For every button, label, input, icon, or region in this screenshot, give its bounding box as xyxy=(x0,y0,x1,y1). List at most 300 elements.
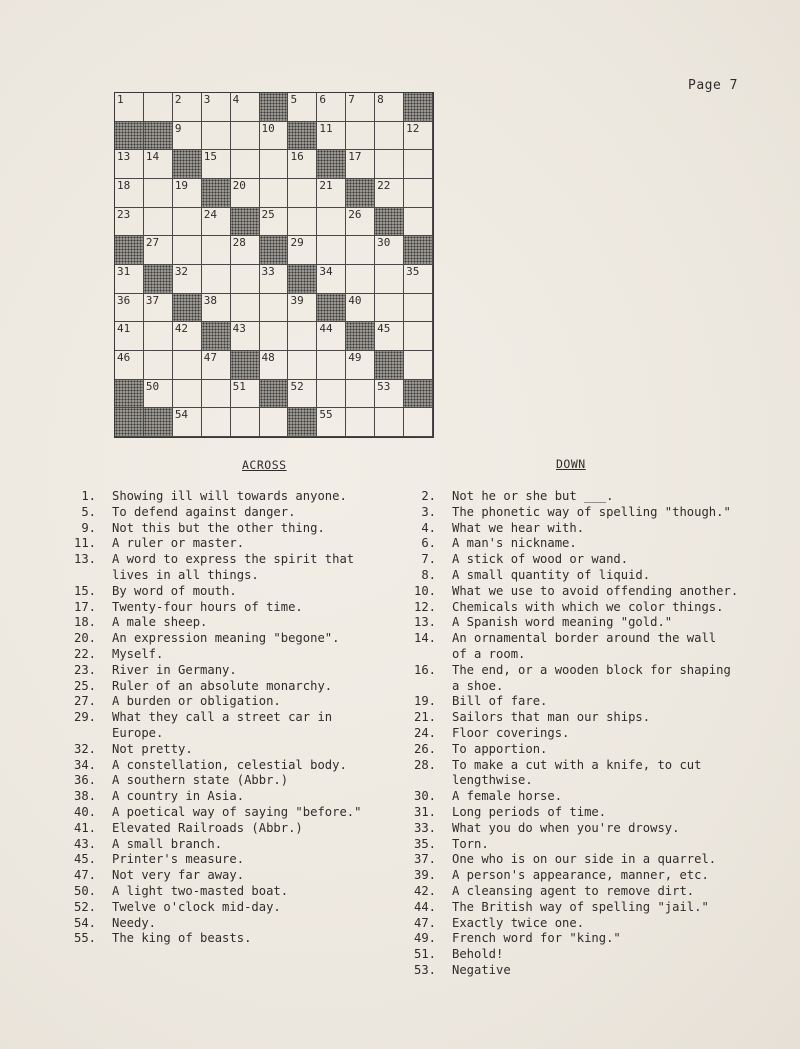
grid-block-cell xyxy=(375,208,404,237)
grid-block-cell xyxy=(231,351,260,380)
clue-number: 37. xyxy=(413,852,436,867)
clue-number: 9. xyxy=(81,520,96,535)
grid-cell xyxy=(404,179,433,208)
grid-cell xyxy=(231,322,260,351)
grid-cell xyxy=(260,408,289,437)
grid-cell xyxy=(144,150,173,179)
cell-number: 48 xyxy=(261,350,275,364)
clue-text: Bill of fare. xyxy=(452,694,548,709)
clue-text: Sailors that man our ships. xyxy=(452,710,651,725)
clue-number: 7. xyxy=(421,552,436,567)
clue-number: 23. xyxy=(73,662,96,677)
down-clue xyxy=(402,584,800,600)
cell-number: 42 xyxy=(174,322,189,336)
grid-cell xyxy=(288,93,317,122)
grid-cell xyxy=(375,322,404,351)
clue-number: 43. xyxy=(73,836,96,851)
down-heading: DOWN xyxy=(556,457,586,471)
grid-cell xyxy=(317,179,346,208)
grid-block-cell xyxy=(115,236,144,265)
clue-number: 30. xyxy=(413,789,436,804)
grid-cell xyxy=(173,322,202,351)
grid-block-cell xyxy=(115,380,144,409)
down-clue xyxy=(402,615,800,631)
cell-number: 7 xyxy=(348,93,355,106)
clue-text: lengthwise. xyxy=(452,773,533,788)
clue-text: A poetical way of saying "before." xyxy=(112,804,362,819)
clue-text: Not very far away. xyxy=(112,868,245,883)
down-clue xyxy=(402,631,800,647)
across-clue xyxy=(62,789,402,805)
cell-number: 39 xyxy=(290,293,304,307)
grid-cell xyxy=(144,380,173,409)
clue-text: Exactly twice one. xyxy=(452,915,585,930)
across-clue xyxy=(62,600,402,616)
clue-number: 55. xyxy=(73,931,96,946)
cell-number: 52 xyxy=(290,379,304,393)
down-clue xyxy=(402,694,800,710)
grid-cell xyxy=(173,208,202,237)
grid-cell xyxy=(317,322,346,351)
clue-number: 35. xyxy=(413,836,436,851)
across-clue xyxy=(62,552,402,568)
clue-number: 13. xyxy=(73,552,96,567)
clue-text: The end, or a wooden block for shaping xyxy=(452,662,731,677)
clue-number: 28. xyxy=(413,757,436,772)
grid-cell xyxy=(346,408,375,437)
grid-cell xyxy=(375,93,404,122)
grid-cell xyxy=(260,322,289,351)
clue-text: Not he or she but ___. xyxy=(452,489,614,503)
grid-cell xyxy=(144,351,173,380)
clue-text: What we use to avoid offending another. xyxy=(452,583,739,598)
down-clue xyxy=(402,663,800,679)
clue-number: 11. xyxy=(73,536,96,551)
cell-number: 8 xyxy=(377,93,384,106)
cell-number: 41 xyxy=(117,322,131,336)
across-clue xyxy=(62,663,402,679)
grid-cell xyxy=(144,208,173,237)
across-clue xyxy=(62,931,402,947)
grid-cell xyxy=(115,179,144,208)
clue-number: 3. xyxy=(421,504,436,519)
clue-text: To make a cut with a knife, to cut xyxy=(452,757,702,772)
page-number: Page 7 xyxy=(688,78,738,93)
clue-number: 54. xyxy=(73,915,96,930)
cell-number: 38 xyxy=(203,293,217,307)
clue-text: By word of mouth. xyxy=(112,583,237,598)
down-clue xyxy=(402,852,800,868)
clue-number: 29. xyxy=(73,710,96,725)
clue-number: 25. xyxy=(73,678,96,693)
down-clue xyxy=(402,536,800,552)
grid-cell xyxy=(260,208,289,237)
grid-block-cell xyxy=(231,208,260,237)
cell-number: 9 xyxy=(174,121,182,135)
cell-number: 3 xyxy=(203,93,211,106)
clue-number: 6. xyxy=(421,536,436,551)
grid-cell xyxy=(404,408,433,437)
clue-text: The king of beasts. xyxy=(112,931,252,946)
clue-text: A word to express the spirit that xyxy=(112,552,355,567)
clue-text: What you do when you're drowsy. xyxy=(452,820,680,835)
grid-cell xyxy=(173,265,202,294)
across-clue xyxy=(62,710,402,726)
clue-text: A person's appearance, manner, etc. xyxy=(452,868,709,883)
across-clue xyxy=(62,631,402,647)
clue-text: Long periods of time. xyxy=(452,804,607,819)
grid-cell xyxy=(173,408,202,437)
grid-cell xyxy=(231,179,260,208)
down-clue xyxy=(402,916,800,932)
clue-number: 36. xyxy=(73,773,96,788)
across-clue xyxy=(62,916,402,932)
grid-cell xyxy=(375,294,404,323)
grid-cell xyxy=(202,208,231,237)
clue-text: A country in Asia. xyxy=(112,789,245,804)
clue-number: 20. xyxy=(73,631,96,646)
cell-number: 44 xyxy=(319,322,333,336)
grid-cell xyxy=(346,236,375,265)
grid-block-cell xyxy=(404,236,433,265)
cell-number: 21 xyxy=(319,178,333,192)
cell-number: 5 xyxy=(290,93,298,106)
cell-number: 16 xyxy=(290,150,304,164)
cell-number: 47 xyxy=(203,350,217,364)
across-clue xyxy=(62,742,402,758)
cell-number: 24 xyxy=(203,207,217,221)
grid-block-cell xyxy=(144,265,173,294)
grid-cell xyxy=(231,408,260,437)
grid-cell xyxy=(404,322,433,351)
down-clue xyxy=(402,900,800,916)
cell-number: 4 xyxy=(232,93,240,106)
down-clue xyxy=(402,758,800,774)
clue-text: a shoe. xyxy=(452,678,504,693)
clue-number: 50. xyxy=(73,883,96,898)
grid-cell xyxy=(144,294,173,323)
grid-block-cell xyxy=(404,93,433,122)
down-clue xyxy=(402,821,800,837)
cell-number: 15 xyxy=(203,150,217,164)
clue-text: A small branch. xyxy=(112,836,223,851)
clue-text: Floor coverings. xyxy=(452,725,570,740)
cell-number: 25 xyxy=(261,207,275,221)
grid-cell xyxy=(231,236,260,265)
grid-cell xyxy=(260,122,289,151)
cell-number: 19 xyxy=(174,178,189,192)
clue-number: 49. xyxy=(413,931,436,946)
clue-number: 21. xyxy=(413,710,436,725)
grid-block-cell xyxy=(144,408,173,437)
cell-number: 1 xyxy=(117,93,124,106)
across-clue xyxy=(62,536,402,552)
grid-cell xyxy=(404,265,433,294)
cell-number: 28 xyxy=(232,236,246,250)
grid-cell xyxy=(173,122,202,151)
cell-number: 40 xyxy=(348,293,362,307)
clue-number: 38. xyxy=(73,789,96,804)
clue-text: Elevated Railroads (Abbr.) xyxy=(112,820,303,835)
cell-number: 22 xyxy=(377,178,391,192)
cell-number: 37 xyxy=(145,293,160,307)
clue-number: 39. xyxy=(413,868,436,883)
grid-cell xyxy=(202,150,231,179)
grid-cell xyxy=(288,179,317,208)
across-heading: ACROSS xyxy=(242,458,287,472)
cell-number: 2 xyxy=(174,93,182,106)
cell-number: 12 xyxy=(406,121,420,135)
cell-number: 35 xyxy=(406,264,420,278)
across-clue xyxy=(62,568,402,584)
grid-cell xyxy=(317,93,346,122)
across-clues xyxy=(62,489,402,947)
clue-text: The phonetic way of spelling "though." xyxy=(452,504,731,519)
down-clues xyxy=(402,489,800,979)
grid-cell xyxy=(404,208,433,237)
clue-number: 10. xyxy=(413,583,436,598)
grid-cell xyxy=(202,122,231,151)
clue-text: An expression meaning "begone". xyxy=(112,631,340,646)
grid-cell xyxy=(144,322,173,351)
grid-cell xyxy=(317,265,346,294)
grid-cell xyxy=(288,236,317,265)
clue-number: 19. xyxy=(413,694,436,709)
down-clue xyxy=(402,773,800,789)
down-clue xyxy=(402,868,800,884)
grid-cell xyxy=(173,380,202,409)
grid-cell xyxy=(317,122,346,151)
grid-cell xyxy=(144,179,173,208)
clue-text: of a room. xyxy=(452,646,526,661)
clue-text: A stick of wood or wand. xyxy=(452,552,629,567)
grid-block-cell xyxy=(346,179,375,208)
grid-cell xyxy=(231,380,260,409)
down-clue xyxy=(402,837,800,853)
clue-text: A ruler or master. xyxy=(112,536,245,551)
grid-cell xyxy=(317,408,346,437)
grid-cell xyxy=(375,179,404,208)
clue-text: Ruler of an absolute monarchy. xyxy=(112,678,333,693)
clue-number: 51. xyxy=(413,947,436,962)
clue-number: 12. xyxy=(413,599,436,614)
cell-number: 31 xyxy=(117,264,131,278)
grid-cell xyxy=(346,208,375,237)
grid-cell xyxy=(202,236,231,265)
cell-number: 29 xyxy=(290,236,304,250)
grid-cell xyxy=(317,208,346,237)
grid-block-cell xyxy=(260,236,289,265)
cell-number: 45 xyxy=(377,322,391,336)
grid-cell xyxy=(346,351,375,380)
grid-cell xyxy=(115,265,144,294)
cell-number: 30 xyxy=(377,236,391,250)
cell-number: 32 xyxy=(174,264,189,278)
grid-cell xyxy=(231,265,260,294)
cell-number: 33 xyxy=(261,264,275,278)
clue-text: Myself. xyxy=(112,646,164,661)
grid-cell xyxy=(231,122,260,151)
down-clue xyxy=(402,568,800,584)
clue-text: Torn. xyxy=(452,836,489,851)
cell-number: 6 xyxy=(319,93,326,106)
grid-cell xyxy=(173,93,202,122)
grid-block-cell xyxy=(173,150,202,179)
grid-cell xyxy=(260,179,289,208)
clue-number: 1. xyxy=(81,489,96,503)
across-clue xyxy=(62,726,402,742)
grid-cell xyxy=(202,93,231,122)
cell-number: 18 xyxy=(117,178,131,192)
grid-cell xyxy=(346,122,375,151)
grid-cell xyxy=(260,265,289,294)
clue-number: 44. xyxy=(413,899,436,914)
across-clue xyxy=(62,900,402,916)
clue-text: A male sheep. xyxy=(112,615,208,630)
clue-number: 4. xyxy=(421,520,436,535)
grid-cell xyxy=(346,294,375,323)
down-clue xyxy=(402,742,800,758)
across-clue xyxy=(62,773,402,789)
across-clue xyxy=(62,489,402,505)
down-clue xyxy=(402,679,800,695)
down-clue xyxy=(402,505,800,521)
across-clue xyxy=(62,758,402,774)
down-clue xyxy=(402,521,800,537)
grid-block-cell xyxy=(317,294,346,323)
down-clue xyxy=(402,726,800,742)
cell-number: 49 xyxy=(348,350,362,364)
grid-cell xyxy=(404,351,433,380)
grid-block-cell xyxy=(144,122,173,151)
clue-number: 22. xyxy=(73,646,96,661)
clue-number: 40. xyxy=(73,804,96,819)
grid-cell xyxy=(202,294,231,323)
clue-text: To apportion. xyxy=(452,741,548,756)
cell-number: 11 xyxy=(319,121,333,135)
clue-text: Needy. xyxy=(112,915,157,930)
grid-cell xyxy=(346,93,375,122)
cell-number: 54 xyxy=(174,408,189,422)
grid-cell xyxy=(375,236,404,265)
clue-text: A constellation, celestial body. xyxy=(112,757,347,772)
grid-cell xyxy=(375,380,404,409)
grid-cell xyxy=(288,322,317,351)
clue-text: Not pretty. xyxy=(112,741,193,756)
grid-block-cell xyxy=(288,408,317,437)
clue-text: French word for "king." xyxy=(452,931,621,946)
down-clue xyxy=(402,963,800,979)
clue-number: 27. xyxy=(73,694,96,709)
clue-number: 17. xyxy=(73,599,96,614)
across-clue xyxy=(62,821,402,837)
grid-block-cell xyxy=(288,122,317,151)
clue-number: 18. xyxy=(73,615,96,630)
across-clue xyxy=(62,805,402,821)
grid-cell xyxy=(115,150,144,179)
clue-number: 47. xyxy=(413,915,436,930)
clue-text: To defend against danger. xyxy=(112,504,296,519)
grid-cell xyxy=(144,93,173,122)
grid-cell xyxy=(144,236,173,265)
grid-block-cell xyxy=(288,265,317,294)
clue-number: 16. xyxy=(413,662,436,677)
clue-text: Twenty-four hours of time. xyxy=(112,599,303,614)
clue-text: One who is on our side in a quarrel. xyxy=(452,852,717,867)
cell-number: 50 xyxy=(145,379,160,393)
grid-cell xyxy=(404,150,433,179)
cell-number: 55 xyxy=(319,408,333,422)
down-clue xyxy=(402,489,800,505)
grid-cell xyxy=(231,294,260,323)
cell-number: 14 xyxy=(145,150,160,164)
cell-number: 27 xyxy=(145,236,160,250)
across-clue xyxy=(62,852,402,868)
clue-text: A small quantity of liquid. xyxy=(452,567,651,582)
down-clue xyxy=(402,931,800,947)
clue-text: Chemicals with which we color things. xyxy=(452,599,724,614)
clue-number: 45. xyxy=(73,852,96,867)
cell-number: 13 xyxy=(117,150,131,164)
grid-block-cell xyxy=(202,179,231,208)
clue-text: River in Germany. xyxy=(112,662,237,677)
clue-text: What we hear with. xyxy=(452,520,585,535)
clue-number: 5. xyxy=(81,504,96,519)
grid-block-cell xyxy=(317,150,346,179)
grid-cell xyxy=(173,179,202,208)
grid-cell xyxy=(202,351,231,380)
grid-cell xyxy=(202,408,231,437)
cell-number: 46 xyxy=(117,350,131,364)
cell-number: 43 xyxy=(232,322,246,336)
clue-text: lives in all things. xyxy=(112,567,259,582)
clue-number: 52. xyxy=(73,899,96,914)
grid-block-cell xyxy=(173,294,202,323)
clue-number: 14. xyxy=(413,631,436,646)
grid-cell xyxy=(404,122,433,151)
grid-cell xyxy=(202,265,231,294)
down-clue xyxy=(402,789,800,805)
clue-text: Negative xyxy=(452,962,511,977)
cell-number: 10 xyxy=(261,121,275,135)
down-clue xyxy=(402,600,800,616)
down-clue xyxy=(402,710,800,726)
crossword-grid xyxy=(114,92,434,438)
clue-text: An ornamental border around the wall xyxy=(452,631,717,646)
across-clue xyxy=(62,884,402,900)
clue-text: A light two-masted boat. xyxy=(112,883,289,898)
grid-block-cell xyxy=(260,93,289,122)
grid-cell xyxy=(346,150,375,179)
across-clue xyxy=(62,837,402,853)
grid-cell xyxy=(288,380,317,409)
down-clue xyxy=(402,647,800,663)
grid-block-cell xyxy=(260,380,289,409)
grid-cell xyxy=(346,380,375,409)
grid-cell xyxy=(317,351,346,380)
grid-cell xyxy=(173,236,202,265)
clue-text: A southern state (Abbr.) xyxy=(112,773,289,788)
grid-cell xyxy=(115,322,144,351)
grid-cell xyxy=(115,208,144,237)
clue-text: Printer's measure. xyxy=(112,852,245,867)
clue-text: A burden or obligation. xyxy=(112,694,281,709)
grid-cell xyxy=(375,408,404,437)
down-clue xyxy=(402,884,800,900)
clue-text: Twelve o'clock mid-day. xyxy=(112,899,281,914)
grid-cell xyxy=(288,208,317,237)
across-clue xyxy=(62,521,402,537)
